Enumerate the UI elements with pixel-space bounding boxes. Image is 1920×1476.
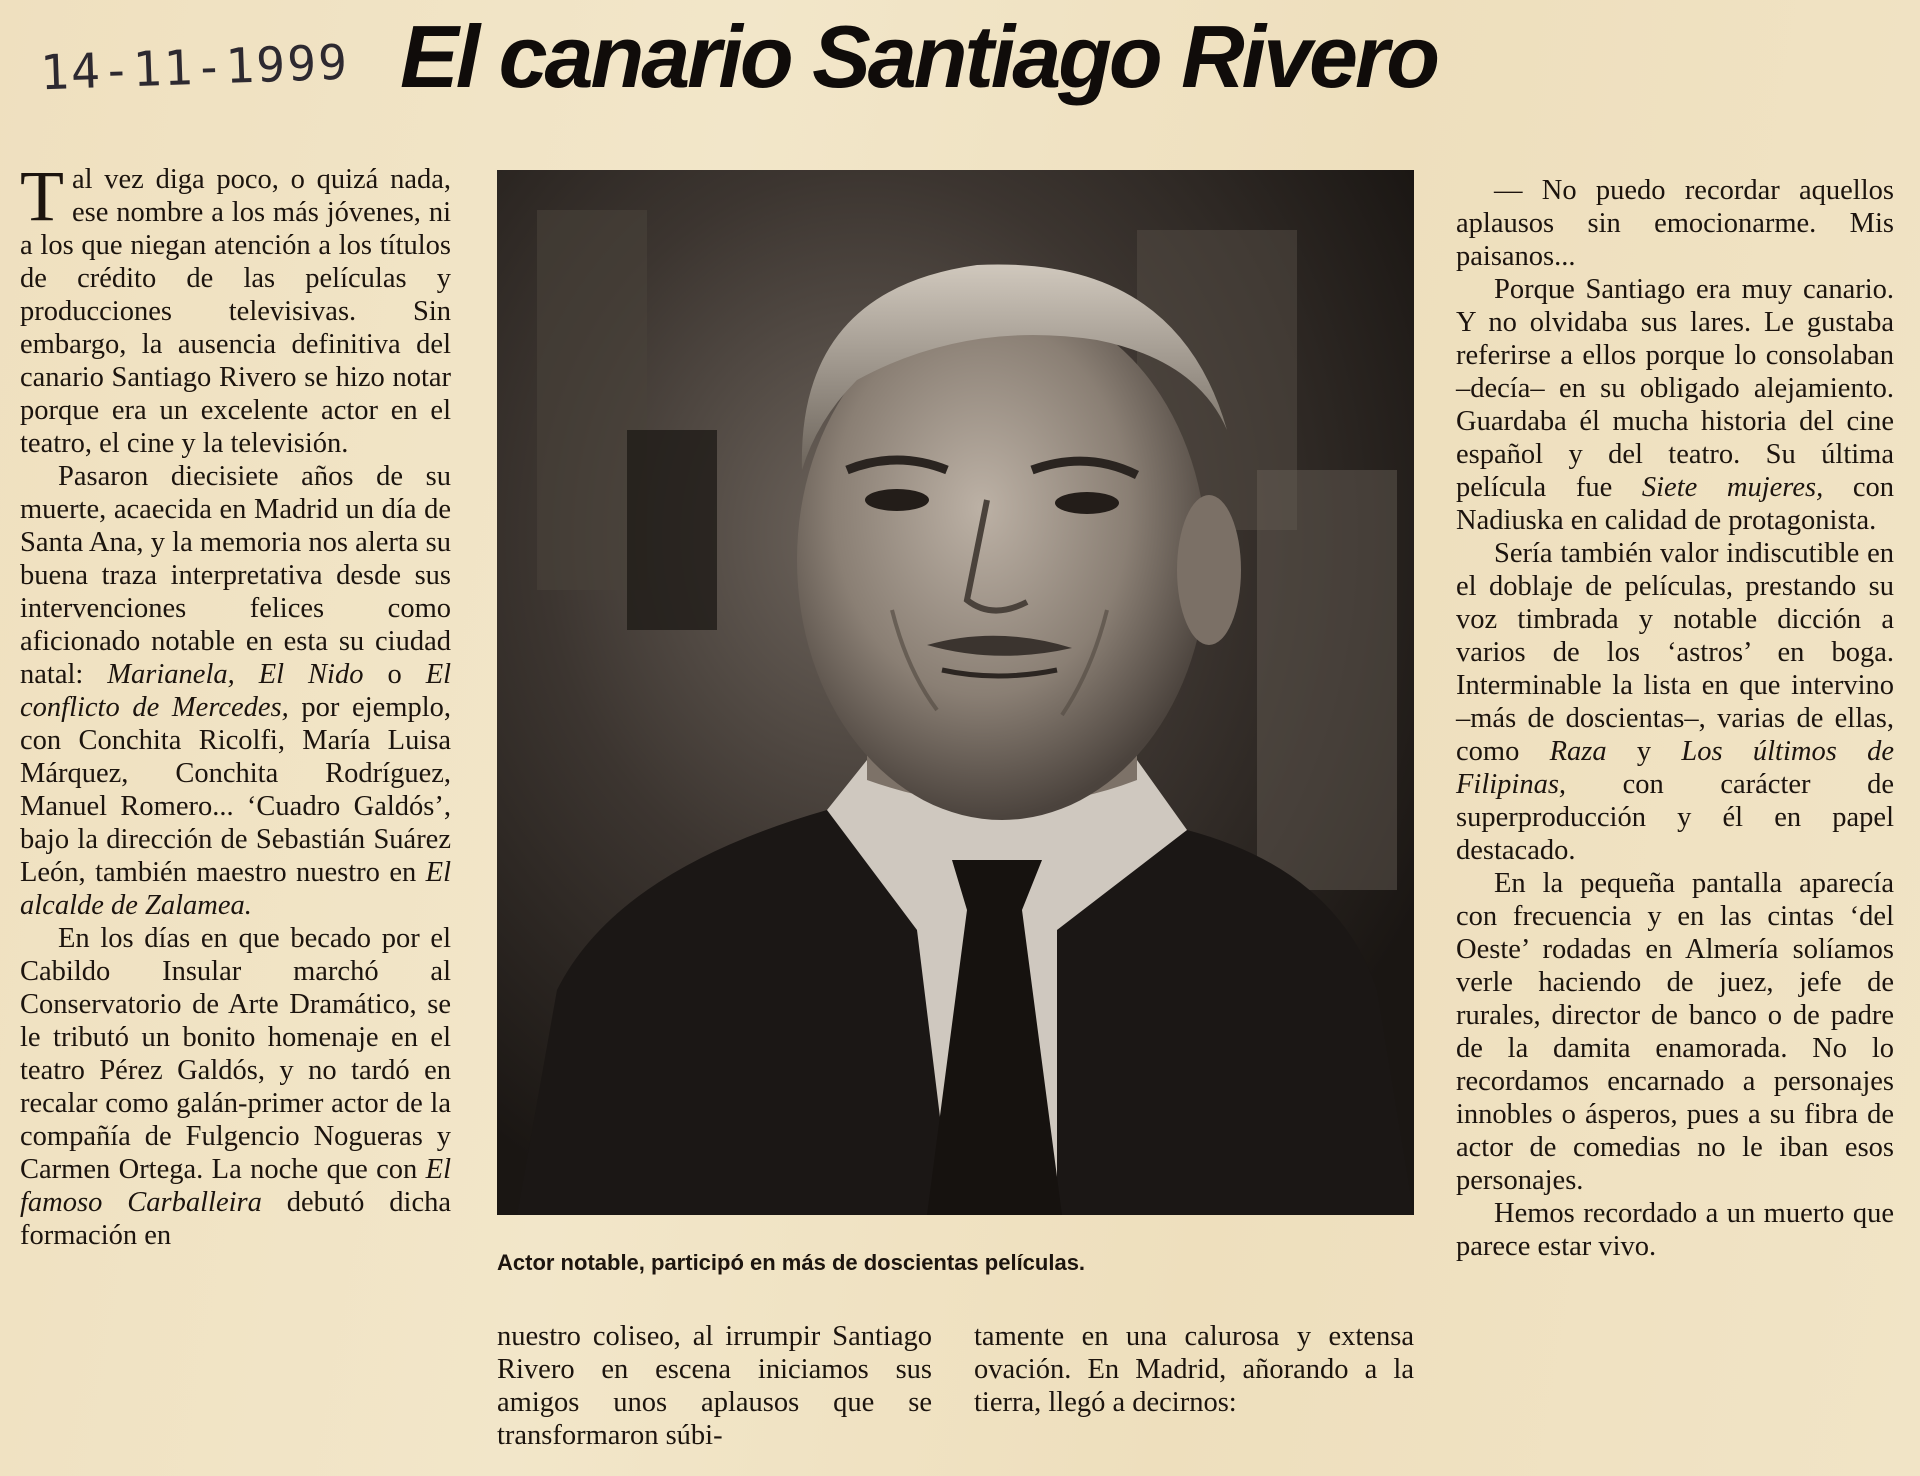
paragraph: En la pequeña pantalla aparecía con frecuencia y en las cintas ‘del Oeste’ rodadas en Almería solíamos verle haciendo de juez, jefe de rurales, director de banco o de padre de la damita enamorada. No lo recordamos encarnado a personajes innobles o ásperos, pues a su fibra de actor de comedias no le iban esos personajes. xyxy=(1456,868,1894,1196)
paragraph: En los días en que becado por el Cabildo Insular marchó al Conservatorio de Arte Dramático, se le tributó un bonito homenaje en el teatro Pérez Galdós, y no tardó en recalar como galán-primer actor de la compañía de Fulgencio Nogueras y Carmen Ortega. La noche que con El famoso Carballeira debutó dicha formación en xyxy=(20,923,451,1251)
paragraph: Sería también valor indiscutible en el doblaje de películas, prestando su voz timbrada y notable dicción a varios de los ‘astros’ en boga. Interminable la lista en que intervino –más de doscientas–, varias de ellas, como Raza y Los últimos de Filipinas, con carácter de superproducción y él en papel destacado. xyxy=(1456,538,1894,866)
paragraph: Tal vez diga poco, o quizá nada, ese nombre a los más jóvenes, ni a los que niegan atención a los títulos de crédito de las películas y producciones televisivas. Sin embargo, la ausencia definitiva del canario Santiago Rivero se hizo notar porque era un excelente actor en el teatro, el cine y la televisión. xyxy=(20,156,451,459)
portrait-image xyxy=(497,170,1414,1215)
portrait-photo xyxy=(497,170,1414,1215)
paragraph: — No puedo recordar aquellos aplausos sin emocionarme. Mis paisanos... xyxy=(1456,175,1894,272)
handwritten-date: 14-11-1999 xyxy=(39,34,350,102)
headline: El canario Santiago Rivero xyxy=(400,7,1437,106)
paragraph: Hemos recordado a un muerto que parece estar vivo. xyxy=(1456,1198,1894,1262)
article-column-3 xyxy=(1456,174,1894,1263)
paragraph: Porque Santiago era muy canario. Y no olvidaba sus lares. Le gustaba referirse a ellos porque lo consolaban –decía– en su obligado alejamiento. Guardaba él mucha historia del cine español y del teatro. Su última película fue Siete mujeres, con Nadiuska en calidad de protagonista. xyxy=(1456,274,1894,536)
photo-caption: Actor notable, participó en más de doscientas películas. xyxy=(497,1250,1086,1275)
paragraph: Pasaron diecisiete años de su muerte, acaecida en Madrid un día de Santa Ana, y la memoria nos alerta su buena traza interpretativa desde sus intervenciones felices como aficionado notable en esta su ciudad natal: Marianela, El Nido o El conflicto de Mercedes, por ejemplo, con Conchita Ricolfi, María Luisa Márquez, Conchita Rodríguez, Manuel Romero... ‘Cuadro Galdós’, bajo la dirección de Sebastián Suárez León, también maestro nuestro en El alcalde de Zalamea. xyxy=(20,461,452,921)
paragraph: tamente en una calurosa y extensa ovación. En Madrid, añorando a la tierra, llegó a decirnos: xyxy=(974,1321,1414,1418)
paragraph: nuestro coliseo, al irrumpir Santiago Rivero en escena iniciamos sus amigos unos aplausos que se transformaron súbi- xyxy=(497,1321,932,1451)
article-column-2a xyxy=(497,1320,932,1452)
drop-cap: T xyxy=(20,156,64,236)
article-column-1 xyxy=(20,156,452,1252)
article-column-2b xyxy=(974,1320,1414,1419)
